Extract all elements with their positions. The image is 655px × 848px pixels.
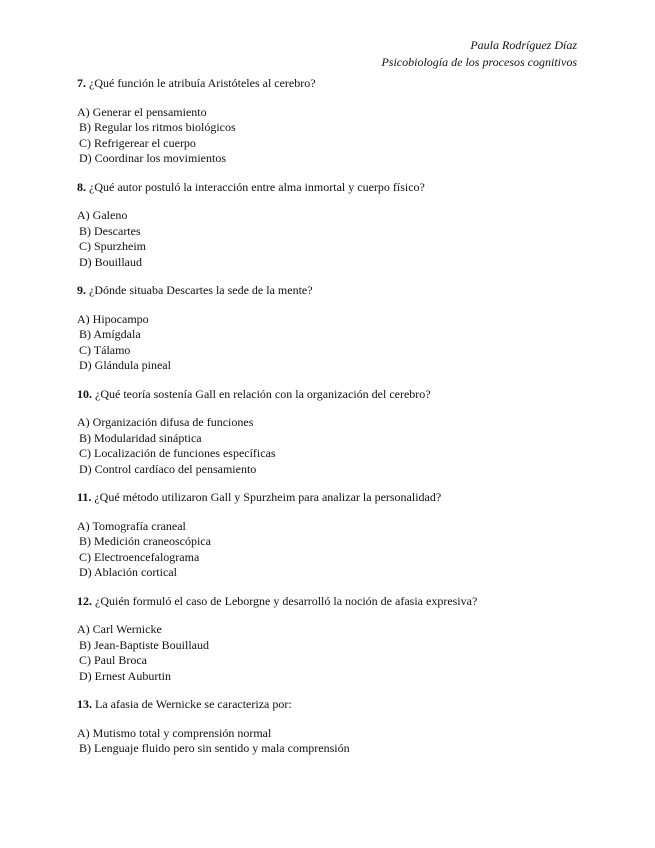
answer-option: C) Spurzheim <box>79 239 146 253</box>
question-block <box>77 283 597 374</box>
answer-option: C) Paul Broca <box>79 653 147 667</box>
question-prompt: ¿Qué teoría sostenía Gall en relación con la organización del cerebro? <box>95 386 431 401</box>
answer-option: C) Tálamo <box>79 342 131 357</box>
question-text <box>77 387 597 403</box>
answer-option: B) Modularidad sináptica <box>79 430 202 445</box>
answer-option: C) Refrigerear el cuerpo <box>79 135 196 150</box>
subject-title: Psicobiología de los procesos cognitivos <box>381 55 577 69</box>
question-prompt: ¿Dónde situaba Descartes la sede de la mente? <box>89 283 313 297</box>
question-prompt: ¿Quién formuló el caso de Leborgne y desarrolló la noción de afasia expresiva? <box>95 593 478 608</box>
answer-option: B) Amígdala <box>79 327 141 341</box>
answer-option: A) Tomografía craneal <box>77 518 186 533</box>
question-block <box>77 387 597 478</box>
question-text <box>77 594 597 610</box>
answer-option: B) Descartes <box>79 223 141 238</box>
question-prompt: ¿Qué método utilizaron Gall y Spurzheim para analizar la personalidad? <box>94 490 442 504</box>
question-text <box>77 180 597 196</box>
answer-option: B) Medición craneoscópica <box>79 534 211 548</box>
answer-option: A) Hipocampo <box>77 311 149 326</box>
question-number: 11. <box>77 490 92 504</box>
answer-option: D) Bouillaud <box>79 254 142 269</box>
answer-option: B) Jean-Baptiste Bouillaud <box>79 637 209 652</box>
answer-option: A) Galeno <box>77 208 128 222</box>
question-text <box>77 697 597 713</box>
answer-option: A) Generar el pensamiento <box>77 104 207 119</box>
question-text <box>77 76 597 92</box>
question-prompt: La afasia de Wernicke se caracteriza por: <box>95 697 292 711</box>
answer-option: D) Ernest Auburtin <box>79 668 171 683</box>
question-block <box>77 697 597 757</box>
question-number: 8. <box>77 179 86 194</box>
answer-option: A) Carl Wernicke <box>77 622 162 636</box>
answer-option: D) Control cardíaco del pensamiento <box>79 461 257 476</box>
question-block <box>77 490 597 581</box>
author-name: Paula Rodríguez Díaz <box>470 38 577 52</box>
question-text <box>77 490 597 506</box>
answer-option: B) Lenguaje fluido pero sin sentido y mala comprensión <box>79 741 350 755</box>
page-header <box>381 37 577 71</box>
answer-option: C) Electroencefalograma <box>79 549 200 564</box>
question-list <box>77 76 597 770</box>
question-block <box>77 180 597 271</box>
answer-option: D) Coordinar los movimientos <box>79 151 226 165</box>
answer-option: B) Regular los ritmos biológicos <box>79 120 236 134</box>
question-number: 9. <box>77 283 86 297</box>
question-prompt: ¿Qué autor postuló la interacción entre alma inmortal y cuerpo físico? <box>89 179 425 194</box>
answer-option: D) Ablación cortical <box>79 565 177 579</box>
question-text <box>77 283 597 299</box>
answer-option: D) Glándula pineal <box>79 358 171 372</box>
answer-option: C) Localización de funciones específicas <box>79 446 276 460</box>
question-block <box>77 76 597 167</box>
question-prompt: ¿Qué función le atribuía Aristóteles al cerebro? <box>89 76 316 90</box>
answer-option: A) Mutismo total y comprensión normal <box>77 725 272 740</box>
answer-option: A) Organización difusa de funciones <box>77 415 254 429</box>
question-number: 7. <box>77 76 86 90</box>
question-block <box>77 594 597 685</box>
question-number: 13. <box>77 697 92 711</box>
question-number: 10. <box>77 386 92 401</box>
question-number: 12. <box>77 593 92 608</box>
